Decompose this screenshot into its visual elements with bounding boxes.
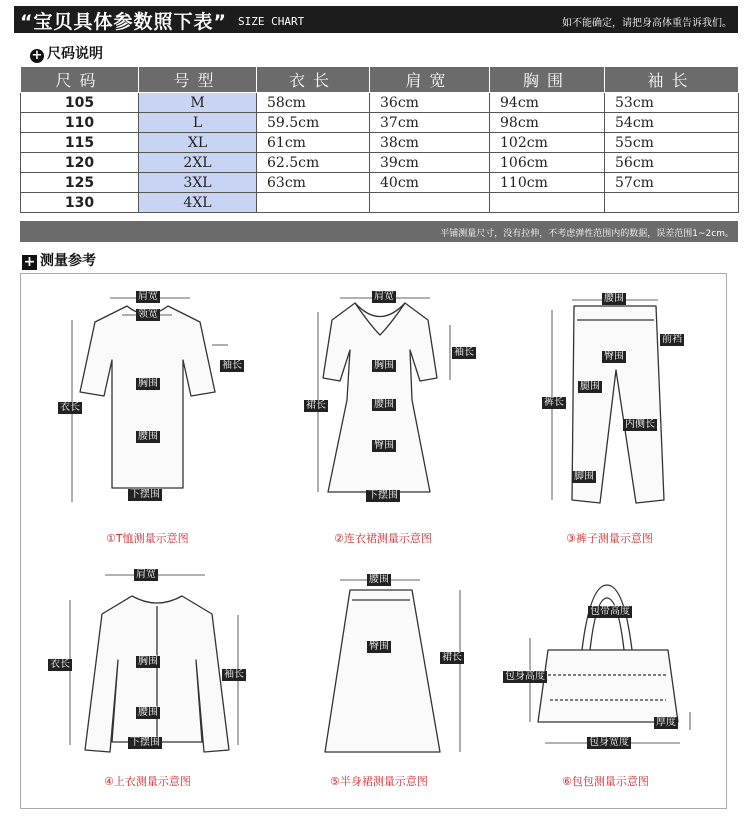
length-cell: 63cm xyxy=(257,173,370,193)
diagram-label: 包带高度 xyxy=(590,606,630,617)
plus-circle-icon: + xyxy=(31,48,43,63)
diagram-label: 下摆围 xyxy=(130,489,160,500)
page-title: “宝贝具体参数照下表” xyxy=(20,11,227,33)
length-cell: 62.5cm xyxy=(257,153,370,173)
column-header: 号型 xyxy=(139,67,257,93)
diagram-label: 领宽 xyxy=(138,309,158,320)
diagram-label: 下摆围 xyxy=(130,737,160,748)
diagram-label: 袖长 xyxy=(224,669,244,680)
bag-illustration xyxy=(538,650,678,722)
model-cell: 2XL xyxy=(139,153,257,173)
measure-section-title: 测量参考 xyxy=(40,253,96,269)
diagram-caption: ③裤子测量示意图 xyxy=(566,532,653,545)
sleeve-cell: 53cm xyxy=(605,93,739,113)
diagram-label: 胸围 xyxy=(138,378,158,389)
diagram-label: 臀围 xyxy=(369,641,389,652)
sleeve-cell: 57cm xyxy=(605,173,739,193)
diagram-caption: ②连衣裙测量示意图 xyxy=(334,532,432,545)
column-header: 尺码 xyxy=(21,67,139,93)
diagram-label: 内侧长 xyxy=(625,419,655,430)
size-section-title: 尺码说明 xyxy=(47,46,103,62)
length-cell: 61cm xyxy=(257,133,370,153)
diagram-label: 袖长 xyxy=(222,360,242,371)
diagram-label: 前裆 xyxy=(662,334,682,345)
chest-cell: 102cm xyxy=(490,133,605,153)
column-header: 衣长 xyxy=(257,67,370,93)
diagram-label: 胸围 xyxy=(138,656,158,667)
column-header: 胸围 xyxy=(490,67,605,93)
shoulder-cell: 39cm xyxy=(370,153,490,173)
shoulder-cell: 36cm xyxy=(370,93,490,113)
chest-cell: 94cm xyxy=(490,93,605,113)
size-cell: 120 xyxy=(21,153,139,173)
size-cell: 125 xyxy=(21,173,139,193)
diagram-label: 袖长 xyxy=(454,347,474,358)
diagram-label: 裙长 xyxy=(442,652,462,663)
plus-box-icon: + xyxy=(23,254,36,270)
diagram-label: 脚围 xyxy=(574,471,594,482)
page-subtitle: SIZE CHART xyxy=(238,15,305,28)
diagram-label: 胸围 xyxy=(374,360,394,371)
chest-cell: 106cm xyxy=(490,153,605,173)
table-note: 平铺测量尺寸，没有拉伸，不考虑弹性范围内的数据，误差范围1~2cm。 xyxy=(440,229,734,239)
diagram-label: 肩宽 xyxy=(136,569,156,580)
diagram-label: 腰围 xyxy=(138,431,158,442)
shoulder-cell: 40cm xyxy=(370,173,490,193)
tshirt-illustration xyxy=(80,306,215,488)
diagram-label: 下摆围 xyxy=(368,490,398,501)
size-cell: 105 xyxy=(21,93,139,113)
diagram-label: 腰围 xyxy=(369,574,389,585)
model-cell: L xyxy=(139,113,257,133)
diagram-label: 腰围 xyxy=(604,293,624,304)
length-cell: 59.5cm xyxy=(257,113,370,133)
diagram-label: 裤长 xyxy=(544,397,564,408)
diagram-label: 肩宽 xyxy=(374,291,394,302)
model-cell: 4XL xyxy=(139,193,257,213)
diagram-label: 包身高度 xyxy=(505,671,545,682)
skirt-illustration xyxy=(325,590,440,752)
model-cell: XL xyxy=(139,133,257,153)
diagram-label: 肩宽 xyxy=(138,291,158,302)
shoulder-cell: 37cm xyxy=(370,113,490,133)
diagram-label: 衣长 xyxy=(50,659,70,670)
model-cell: 3XL xyxy=(139,173,257,193)
sleeve-cell: 54cm xyxy=(605,113,739,133)
shoulder-cell: 38cm xyxy=(370,133,490,153)
diagram-caption: ①T恤测量示意图 xyxy=(106,532,189,545)
size-cell: 115 xyxy=(21,133,139,153)
size-cell: 110 xyxy=(21,113,139,133)
diagram-label: 厚度 xyxy=(656,717,676,728)
diagram-label: 臀围 xyxy=(604,351,624,362)
column-header: 肩宽 xyxy=(370,67,490,93)
diagram-label: 腰围 xyxy=(138,707,158,718)
header-note: 如不能确定，请把身高体重告诉我们。 xyxy=(562,18,732,29)
diagram-label: 裙长 xyxy=(306,400,326,411)
dress-illustration xyxy=(323,303,437,492)
model-cell: M xyxy=(139,93,257,113)
diagram-label: 衣长 xyxy=(60,402,80,413)
column-header: 袖长 xyxy=(605,67,739,93)
sleeve-cell: 56cm xyxy=(605,153,739,173)
diagram-label: 腰围 xyxy=(374,399,394,410)
size-cell: 130 xyxy=(21,193,139,213)
length-cell: 58cm xyxy=(257,93,370,113)
diagram-label: 包身宽度 xyxy=(589,737,629,748)
diagram-caption: ⑥包包测量示意图 xyxy=(562,775,649,788)
diagram-caption: ④上衣测量示意图 xyxy=(104,775,191,788)
diagram-label: 臀围 xyxy=(374,440,394,451)
chest-cell: 110cm xyxy=(490,173,605,193)
diagram-label: 腿围 xyxy=(580,381,600,392)
diagram-caption: ⑤半身裙测量示意图 xyxy=(330,775,428,788)
chest-cell: 98cm xyxy=(490,113,605,133)
sleeve-cell: 55cm xyxy=(605,133,739,153)
